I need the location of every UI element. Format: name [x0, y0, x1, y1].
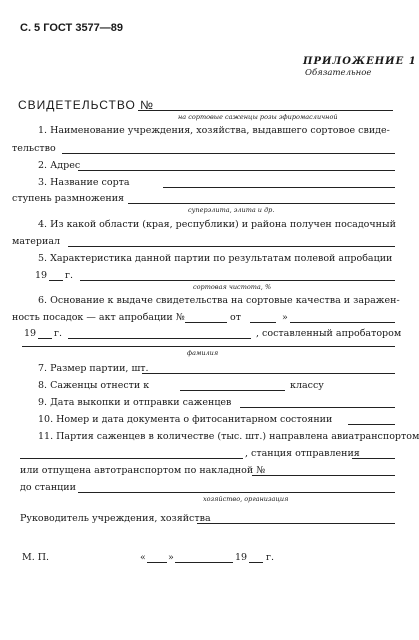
item-5-year-line — [49, 280, 63, 281]
date-quote-open: « — [140, 552, 146, 563]
item-5-year: 19 — [35, 270, 48, 281]
item-4-label: 4. Из какой области (края, республики) и района получен посадочный — [38, 219, 396, 230]
item-11-invoice-line — [252, 475, 395, 476]
item-6-date-line — [68, 338, 251, 339]
item-10-field-line — [348, 424, 395, 425]
item-11-destination-label: до станции — [20, 482, 76, 493]
item-11-station-line — [352, 458, 395, 459]
page-reference: С. 5 ГОСТ 3577—89 — [20, 22, 124, 34]
item-3-stage-label: ступень размножения — [12, 193, 125, 204]
item-6-from: от — [230, 312, 241, 323]
item-6-note: фамилия — [187, 349, 219, 357]
item-5-note: сортовая чистота, % — [193, 283, 272, 291]
item-1-label: 1. Наименование учреждения, хозяйства, выдавшего сортовое свиде- — [38, 125, 390, 136]
item-6-label: 6. Основание к выдаче свидетельства на сортовые качества и заражен- — [38, 295, 400, 306]
item-8-field-line — [180, 390, 285, 391]
item-8-class: классу — [290, 380, 324, 391]
item-7-field-line — [142, 373, 395, 374]
item-3-field-line — [163, 187, 395, 188]
item-6-act-label: ность посадок — акт апробации № — [12, 312, 185, 323]
item-11-auto-label: или отпущена автотранспортом по накладной № — [20, 465, 266, 476]
item-5-label: 5. Характеристика данной партии по результатам полевой апробации — [38, 253, 393, 264]
item-9-label: 9. Дата выкопки и отправки саженцев — [38, 397, 232, 408]
appendix-title: ПРИЛОЖЕНИЕ 1 — [303, 56, 417, 67]
item-11-label: 11. Партия саженцев в количестве (тыс. шт.) направлена авиатранспортом — [38, 431, 419, 442]
date-year: 19 — [235, 552, 248, 563]
item-11-station-label: , станция отправления — [245, 448, 360, 459]
item-4-label-cont: материал — [12, 236, 61, 247]
item-8-label: 8. Саженцы отнести к — [38, 380, 150, 391]
item-6-quote: » — [282, 312, 288, 323]
item-6-surname-line — [22, 346, 395, 347]
seal-place: М. П. — [22, 552, 50, 563]
item-4-field-line — [68, 246, 395, 247]
date-quote-close: » — [168, 552, 174, 563]
item-6-month-line — [290, 322, 395, 323]
item-2-field-line — [78, 170, 395, 171]
item-1-label-cont: тельство — [12, 143, 56, 154]
item-3-stage-line — [128, 203, 395, 204]
date-day-line — [147, 562, 167, 563]
item-6-year-line — [38, 338, 52, 339]
item-11-destination-line — [78, 492, 395, 493]
date-month-line — [175, 562, 233, 563]
date-year-line — [249, 562, 263, 563]
appendix-subtitle: Обязательное — [305, 68, 372, 78]
item-6-g: г. — [54, 328, 62, 339]
item-5-field-line — [80, 280, 395, 281]
item-6-day-line — [250, 322, 276, 323]
item-6-inspector-label: , составленный апробатором — [256, 328, 402, 339]
item-11-note: хозяйство, организация — [203, 495, 289, 503]
certificate-note: на сортовые саженцы розы эфиромасличной — [178, 113, 338, 121]
item-9-field-line — [240, 407, 395, 408]
item-6-act-number-line — [185, 322, 227, 323]
item-3-note: суперэлита, элита и др. — [188, 206, 275, 214]
date-g: г. — [266, 552, 274, 563]
item-11-air-line — [20, 458, 243, 459]
certificate-title: СВИДЕТЕЛЬСТВО № — [18, 98, 154, 112]
certificate-number-line — [138, 110, 393, 111]
item-3-label: 3. Название сорта — [38, 177, 130, 188]
item-10-label: 10. Номер и дата документа о фитосанитарном состоянии — [38, 414, 333, 425]
item-7-label: 7. Размер партии, шт. — [38, 363, 149, 374]
item-6-year: 19 — [24, 328, 37, 339]
item-1-field-line — [62, 153, 395, 154]
head-of-institution-label: Руководитель учреждения, хозяйства — [20, 513, 211, 524]
item-2-label: 2. Адрес — [38, 160, 81, 171]
head-signature-line — [197, 523, 395, 524]
item-5-g: г. — [65, 270, 73, 281]
